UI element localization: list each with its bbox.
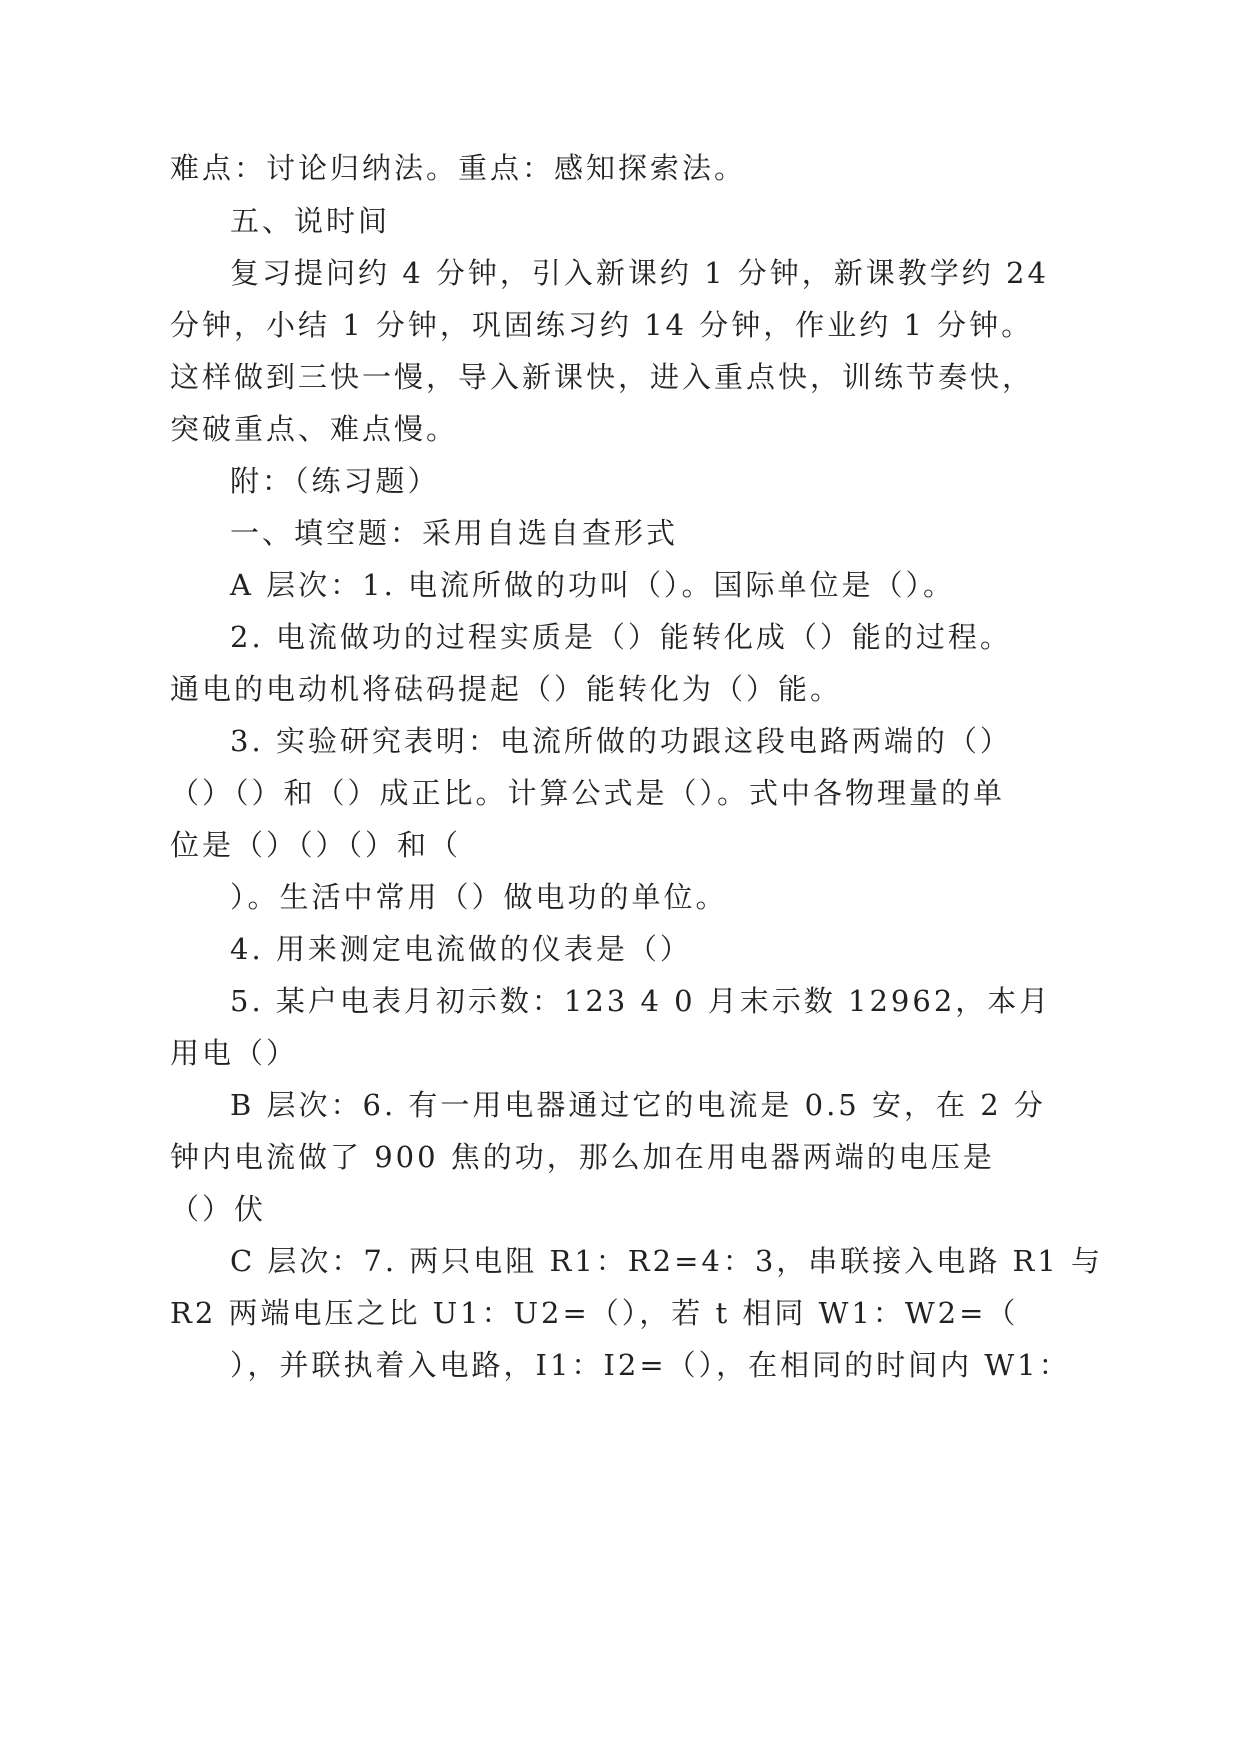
text-line-9: A 层次：1. 电流所做的功叫（）。国际单位是（）。 xyxy=(230,568,956,602)
text-line-18: 用电（） xyxy=(170,1036,299,1070)
text-line-21: （）伏 xyxy=(170,1192,267,1226)
text-line-19: B 层次：6. 有一用电器通过它的电流是 0.5 安，在 2 分 xyxy=(230,1088,1046,1122)
text-line-20: 钟内电流做了 900 焦的功，那么加在用电器两端的电压是 xyxy=(170,1140,995,1174)
text-line-2: 五、说时间 xyxy=(230,204,391,238)
text-line-3: 复习提问约 4 分钟，引入新课约 1 分钟，新课教学约 24 xyxy=(230,256,1049,290)
text-line-14: 位是（）（）（）和（ xyxy=(170,828,462,862)
text-line-23: R2 两端电压之比 U1：U2=（），若 t 相同 W1：W2=（ xyxy=(170,1296,1019,1330)
text-line-12: 3. 实验研究表明：电流所做的功跟这段电路两端的（） xyxy=(230,724,1012,758)
text-line-17: 5. 某户电表月初示数：123 4 0 月末示数 12962，本月 xyxy=(230,984,1052,1018)
text-line-8: 一、填空题：采用自选自查形式 xyxy=(230,516,679,550)
text-line-1: 难点：讨论归纳法。重点：感知探索法。 xyxy=(170,151,747,185)
text-line-7: 附：（练习题） xyxy=(230,464,440,498)
text-line-6: 突破重点、难点慢。 xyxy=(170,412,459,446)
text-line-15: ）。生活中常用（）做电功的单位。 xyxy=(230,880,728,914)
text-line-11: 通电的电动机将砝码提起（）能转化为（）能。 xyxy=(170,672,843,706)
text-line-5: 这样做到三快一慢，导入新课快，进入重点快，训练节奏快， xyxy=(170,360,1035,394)
text-line-22: C 层次：7. 两只电阻 R1：R2=4：3，串联接入电路 R1 与 xyxy=(230,1244,1104,1278)
text-line-16: 4. 用来测定电流做的仪表是（） xyxy=(230,932,692,966)
text-line-10: 2. 电流做功的过程实质是（）能转化成（）能的过程。 xyxy=(230,620,1012,654)
text-line-13: （）（）和（）成正比。计算公式是（）。式中各物理量的单 xyxy=(170,776,1006,810)
text-line-24: ），并联执着入电路，I1：I2=（），在相同的时间内 W1： xyxy=(230,1348,1071,1382)
text-line-4: 分钟，小结 1 分钟，巩固练习约 14 分钟，作业约 1 分钟。 xyxy=(170,308,1034,342)
